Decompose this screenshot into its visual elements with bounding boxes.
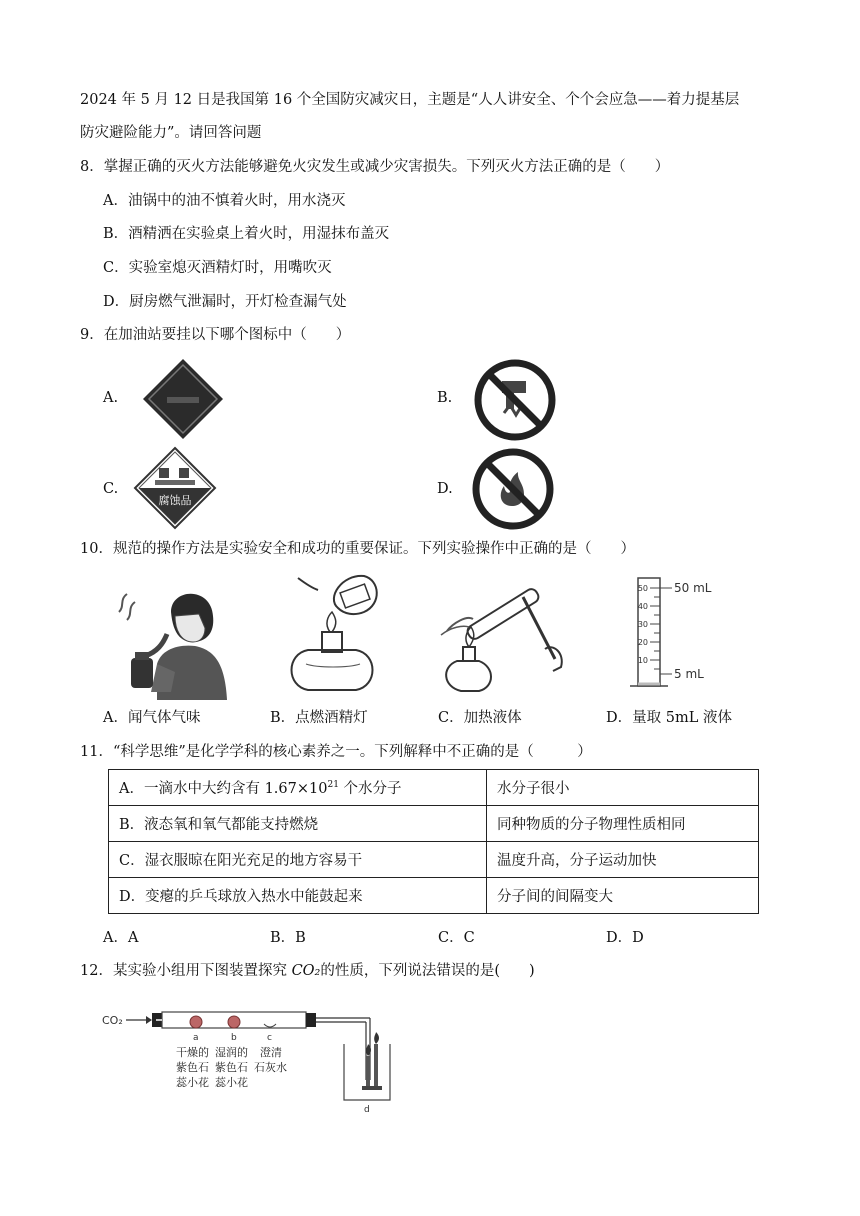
tick-20: 20: [637, 638, 648, 647]
diagram-label-c: c: [267, 1033, 272, 1043]
q11-row-b-left: B．液态氧和氧气都能支持燃烧: [109, 806, 487, 842]
sign-a-diamond-icon[interactable]: [141, 357, 225, 441]
q11-row-c-left: C．湿衣服晾在阳光充足的地方容易干: [109, 842, 487, 878]
cylinder-bottom-label: 5 mL: [674, 667, 704, 681]
table-row: [109, 878, 759, 914]
q9-label-c[interactable]: C.: [103, 481, 119, 497]
tick-40: 40: [637, 602, 648, 611]
q8-option-c[interactable]: C．实验室熄灭酒精灯时，用嘴吹灭: [103, 260, 332, 276]
q10-image-smelling-icon[interactable]: [101, 572, 233, 700]
diagram-label-a: a: [193, 1033, 199, 1043]
sign-d-no-fire-icon[interactable]: [472, 448, 554, 530]
exponent: 21: [327, 780, 339, 791]
q10-image-lighting-lamp-icon[interactable]: [278, 568, 386, 698]
tick-50: 50: [637, 584, 648, 593]
intro-line-1: 2024 年 5 月 12 日是我国第 16 个全国防灾减灾日，主题是“人人讲安全、个个会应急——着力提基层: [80, 92, 740, 108]
q11-answer-a[interactable]: A．A: [103, 930, 139, 946]
cylinder-top-label: 50 mL: [674, 581, 712, 595]
tick-10: 10: [637, 656, 648, 665]
co2-inlet-label: CO₂: [102, 1014, 123, 1027]
table-row: [109, 770, 759, 806]
q8-option-b[interactable]: B．酒精洒在实验桌上着火时，用湿抹布盖灭: [103, 226, 390, 242]
label-c-line2: 石灰水: [254, 1061, 287, 1074]
label-b-line3: 蕊小花: [215, 1076, 248, 1089]
tick-30: 30: [637, 620, 648, 629]
q10-caption-b[interactable]: B．点燃酒精灯: [270, 710, 368, 726]
diagram-label-d: d: [364, 1105, 370, 1115]
sign-b-prohibition-icon[interactable]: [474, 359, 556, 441]
q11-row-a-right: 水分子很小: [487, 770, 759, 806]
q11-row-d-left: D．变瘪的乒乓球放入热水中能鼓起来: [109, 878, 487, 914]
q12-stem: 12．某实验小组用下图装置探究 CO₂的性质，下列说法错误的是( ): [80, 963, 535, 979]
label-a-line1: 干燥的: [176, 1046, 209, 1059]
q11-table: [108, 769, 759, 914]
q11-answer-b[interactable]: B．B: [270, 930, 306, 946]
label-a-line2: 紫色石: [176, 1061, 209, 1074]
q9-label-a[interactable]: A.: [103, 390, 119, 406]
q10-caption-a[interactable]: A．闻气体气味: [103, 710, 201, 726]
sign-c-label: 腐蚀品: [158, 494, 192, 507]
q10-image-cylinder-icon[interactable]: [626, 572, 726, 696]
label-c-line1: 澄清: [260, 1046, 282, 1059]
q9-label-b[interactable]: B.: [437, 390, 453, 406]
q8-stem: 8．掌握正确的灭火方法能够避免火灾发生或减少灾害损失。下列灭火方法正确的是（ ）: [80, 159, 670, 175]
q9-stem: 9．在加油站要挂以下哪个图标中（ ）: [80, 327, 351, 343]
diagram-label-b: b: [231, 1033, 237, 1043]
intro-line-2: 防灾避险能力”。请回答问题: [80, 125, 262, 141]
q11-stem: 11．“科学思维”是化学学科的核心素养之一。下列解释中不正确的是（ ）: [80, 744, 592, 760]
q10-stem: 10．规范的操作方法是实验安全和成功的重要保证。下列实验操作中正确的是（ ）: [80, 541, 635, 557]
table-row: [109, 842, 759, 878]
q12-apparatus-diagram: [100, 1004, 400, 1116]
q11-row-c-right: 温度升高，分子运动加快: [487, 842, 759, 878]
co2-formula: CO₂: [291, 963, 321, 979]
table-row: [109, 806, 759, 842]
label-b-line1: 湿润的: [215, 1046, 248, 1059]
q8-option-a[interactable]: A．油锅中的油不慎着火时，用水浇灭: [103, 193, 346, 209]
q11-answer-d[interactable]: D．D: [606, 930, 644, 946]
q9-label-d[interactable]: D.: [437, 481, 453, 497]
q11-row-d-right: 分子间的间隔变大: [487, 878, 759, 914]
q10-image-heating-liquid-icon[interactable]: [433, 567, 571, 697]
q11-answer-c[interactable]: C．C: [438, 930, 475, 946]
q8-option-d[interactable]: D．厨房燃气泄漏时，开灯检查漏气处: [103, 294, 347, 310]
q10-caption-c[interactable]: C．加热液体: [438, 710, 522, 726]
label-b-line2: 紫色石: [215, 1061, 248, 1074]
sign-c-corrosive-icon[interactable]: [133, 446, 217, 530]
label-a-line3: 蕊小花: [176, 1076, 209, 1089]
q11-row-a-left: A．一滴水中大约含有 $1.67\times 10^{21}$ 个水分子: [109, 770, 487, 806]
q11-row-b-right: 同种物质的分子物理性质相同: [487, 806, 759, 842]
q10-caption-d[interactable]: D．量取 5mL 液体: [606, 710, 732, 726]
